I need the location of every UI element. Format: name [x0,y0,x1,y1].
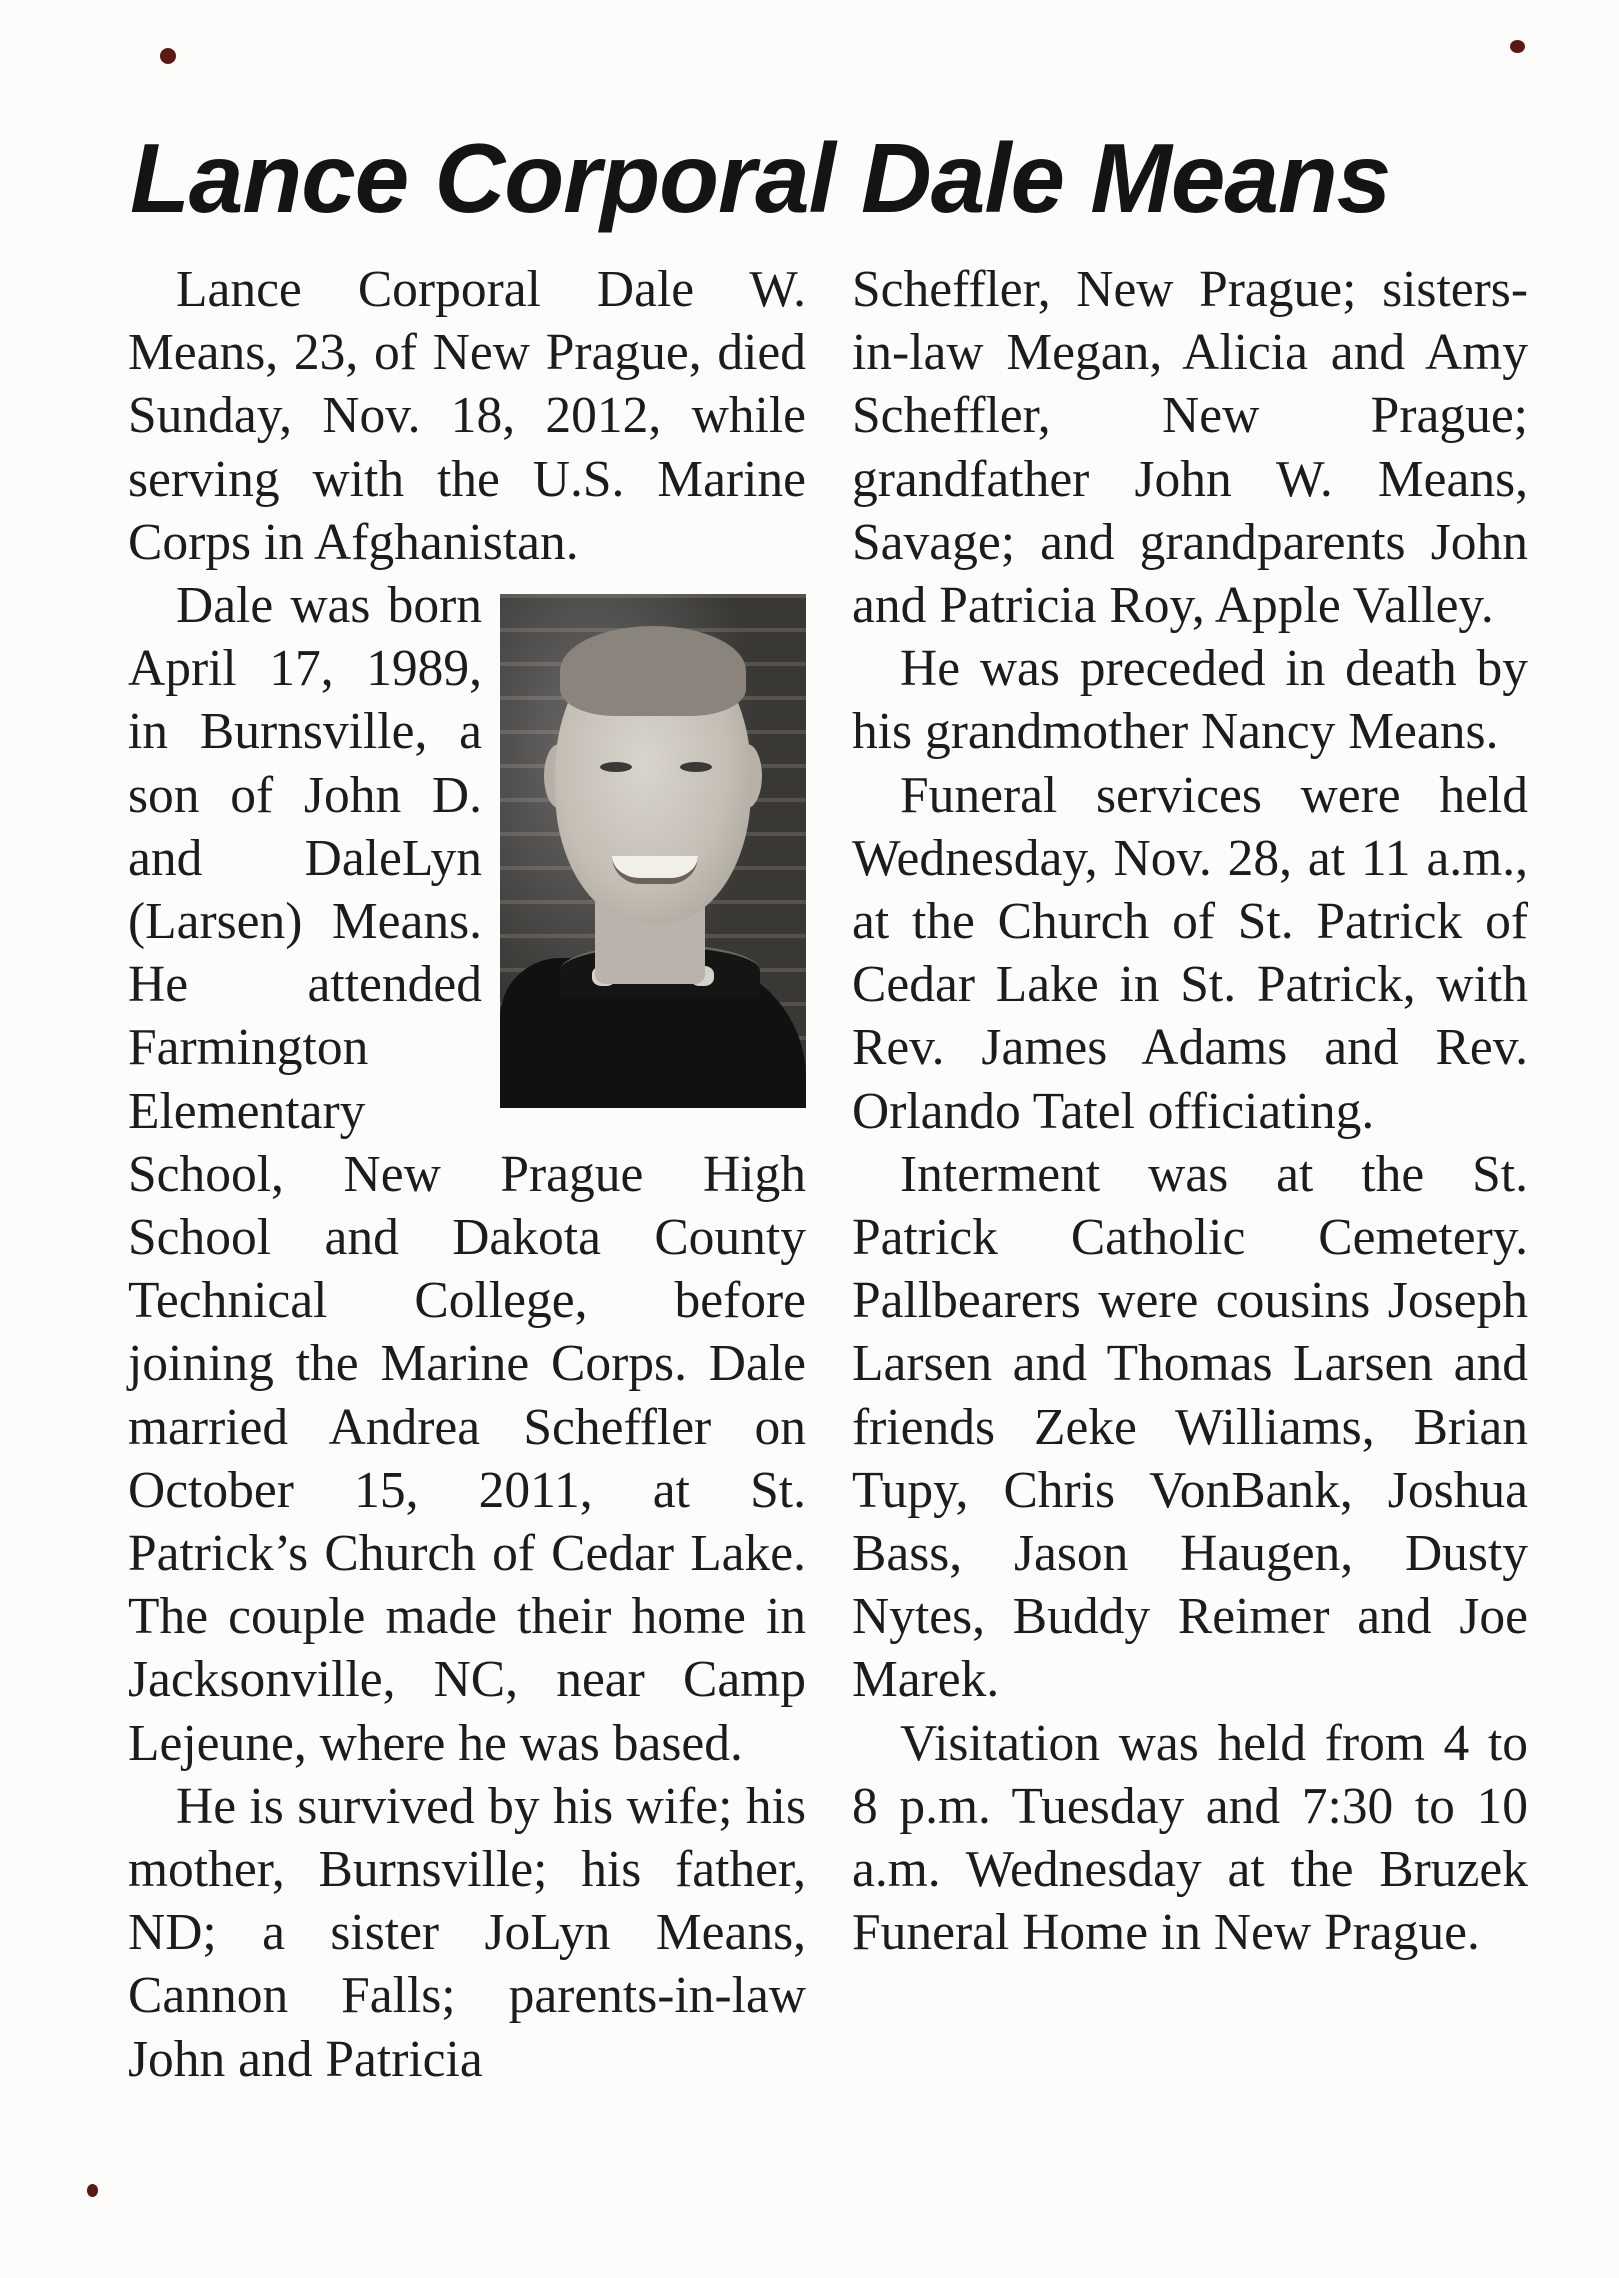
paragraph-preceded: He was preceded in death by his grandmother Nancy Means. [852,640,1528,761]
paragraph-survivors-continued: Scheffler, New Prague; sisters-in-law Megan, Alicia and Amy Scheffler, New Prague; grandfather John W. Means, Savage; and grandparents John and Patricia Roy, Apple Valley. [852,261,1528,635]
obituary-headline: Lance Corporal Dale Means [130,123,1391,233]
punch-hole-mark [1510,40,1525,53]
punch-hole-mark [87,2184,98,2197]
paragraph-intro [128,258,806,574]
portrait-photo [500,594,806,1108]
punch-hole-mark [160,48,176,64]
paragraph-birth: Dale was born April 17, 1989, in Burnsville, a son of John D. and DaleLyn (Larsen) Means. He attended Farmington Elementary School, New Prague High School and Dakota County Technical College, before joining the Marine Corps. Dale married Andrea Scheffler on October 15, 2011, at St. Patrick’s Church of Cedar Lake. The couple made their home in Jacksonville, NC, near Camp Lejeune, where he was based. [128,577,806,1772]
paragraph-funeral: Funeral services were held Wednesday, Nov. 28, at 11 a.m., at the Church of St. Patrick of Cedar Lake in St. Patrick, with Rev. James Adams and Rev. Orlando Tatel officiating. [852,766,1528,1140]
paragraph-interment: Interment was at the St. Patrick Catholic Cemetery. Pallbearers were cousins Joseph Larsen and Thomas Larsen and friends Zeke Williams, Brian Tupy, Chris VonBank, Joshua Bass, Jason Haugen, Dusty Nytes, Buddy Reimer and Joe Marek. [852,1145,1528,1709]
right-column [852,258,1528,1964]
paragraph-visitation: Visitation was held from 4 to 8 p.m. Tuesday and 7:30 to 10 a.m. Wednesday at the Bruzek Funeral Home in New Prague. [852,1714,1528,1962]
intro-text: Lance Corporal Dale W. Means, 23, of New Prague, died Sunday, Nov. 18, 2012, while serving with the U.S. Marine Corps in Afghanistan. [128,261,806,571]
left-column [128,258,806,2091]
paragraph-survivors: He is survived by his wife; his mother, Burnsville; his father, ND; a sister JoLyn Means, Cannon Falls; parents-in-law John and Patricia [128,1777,806,2088]
